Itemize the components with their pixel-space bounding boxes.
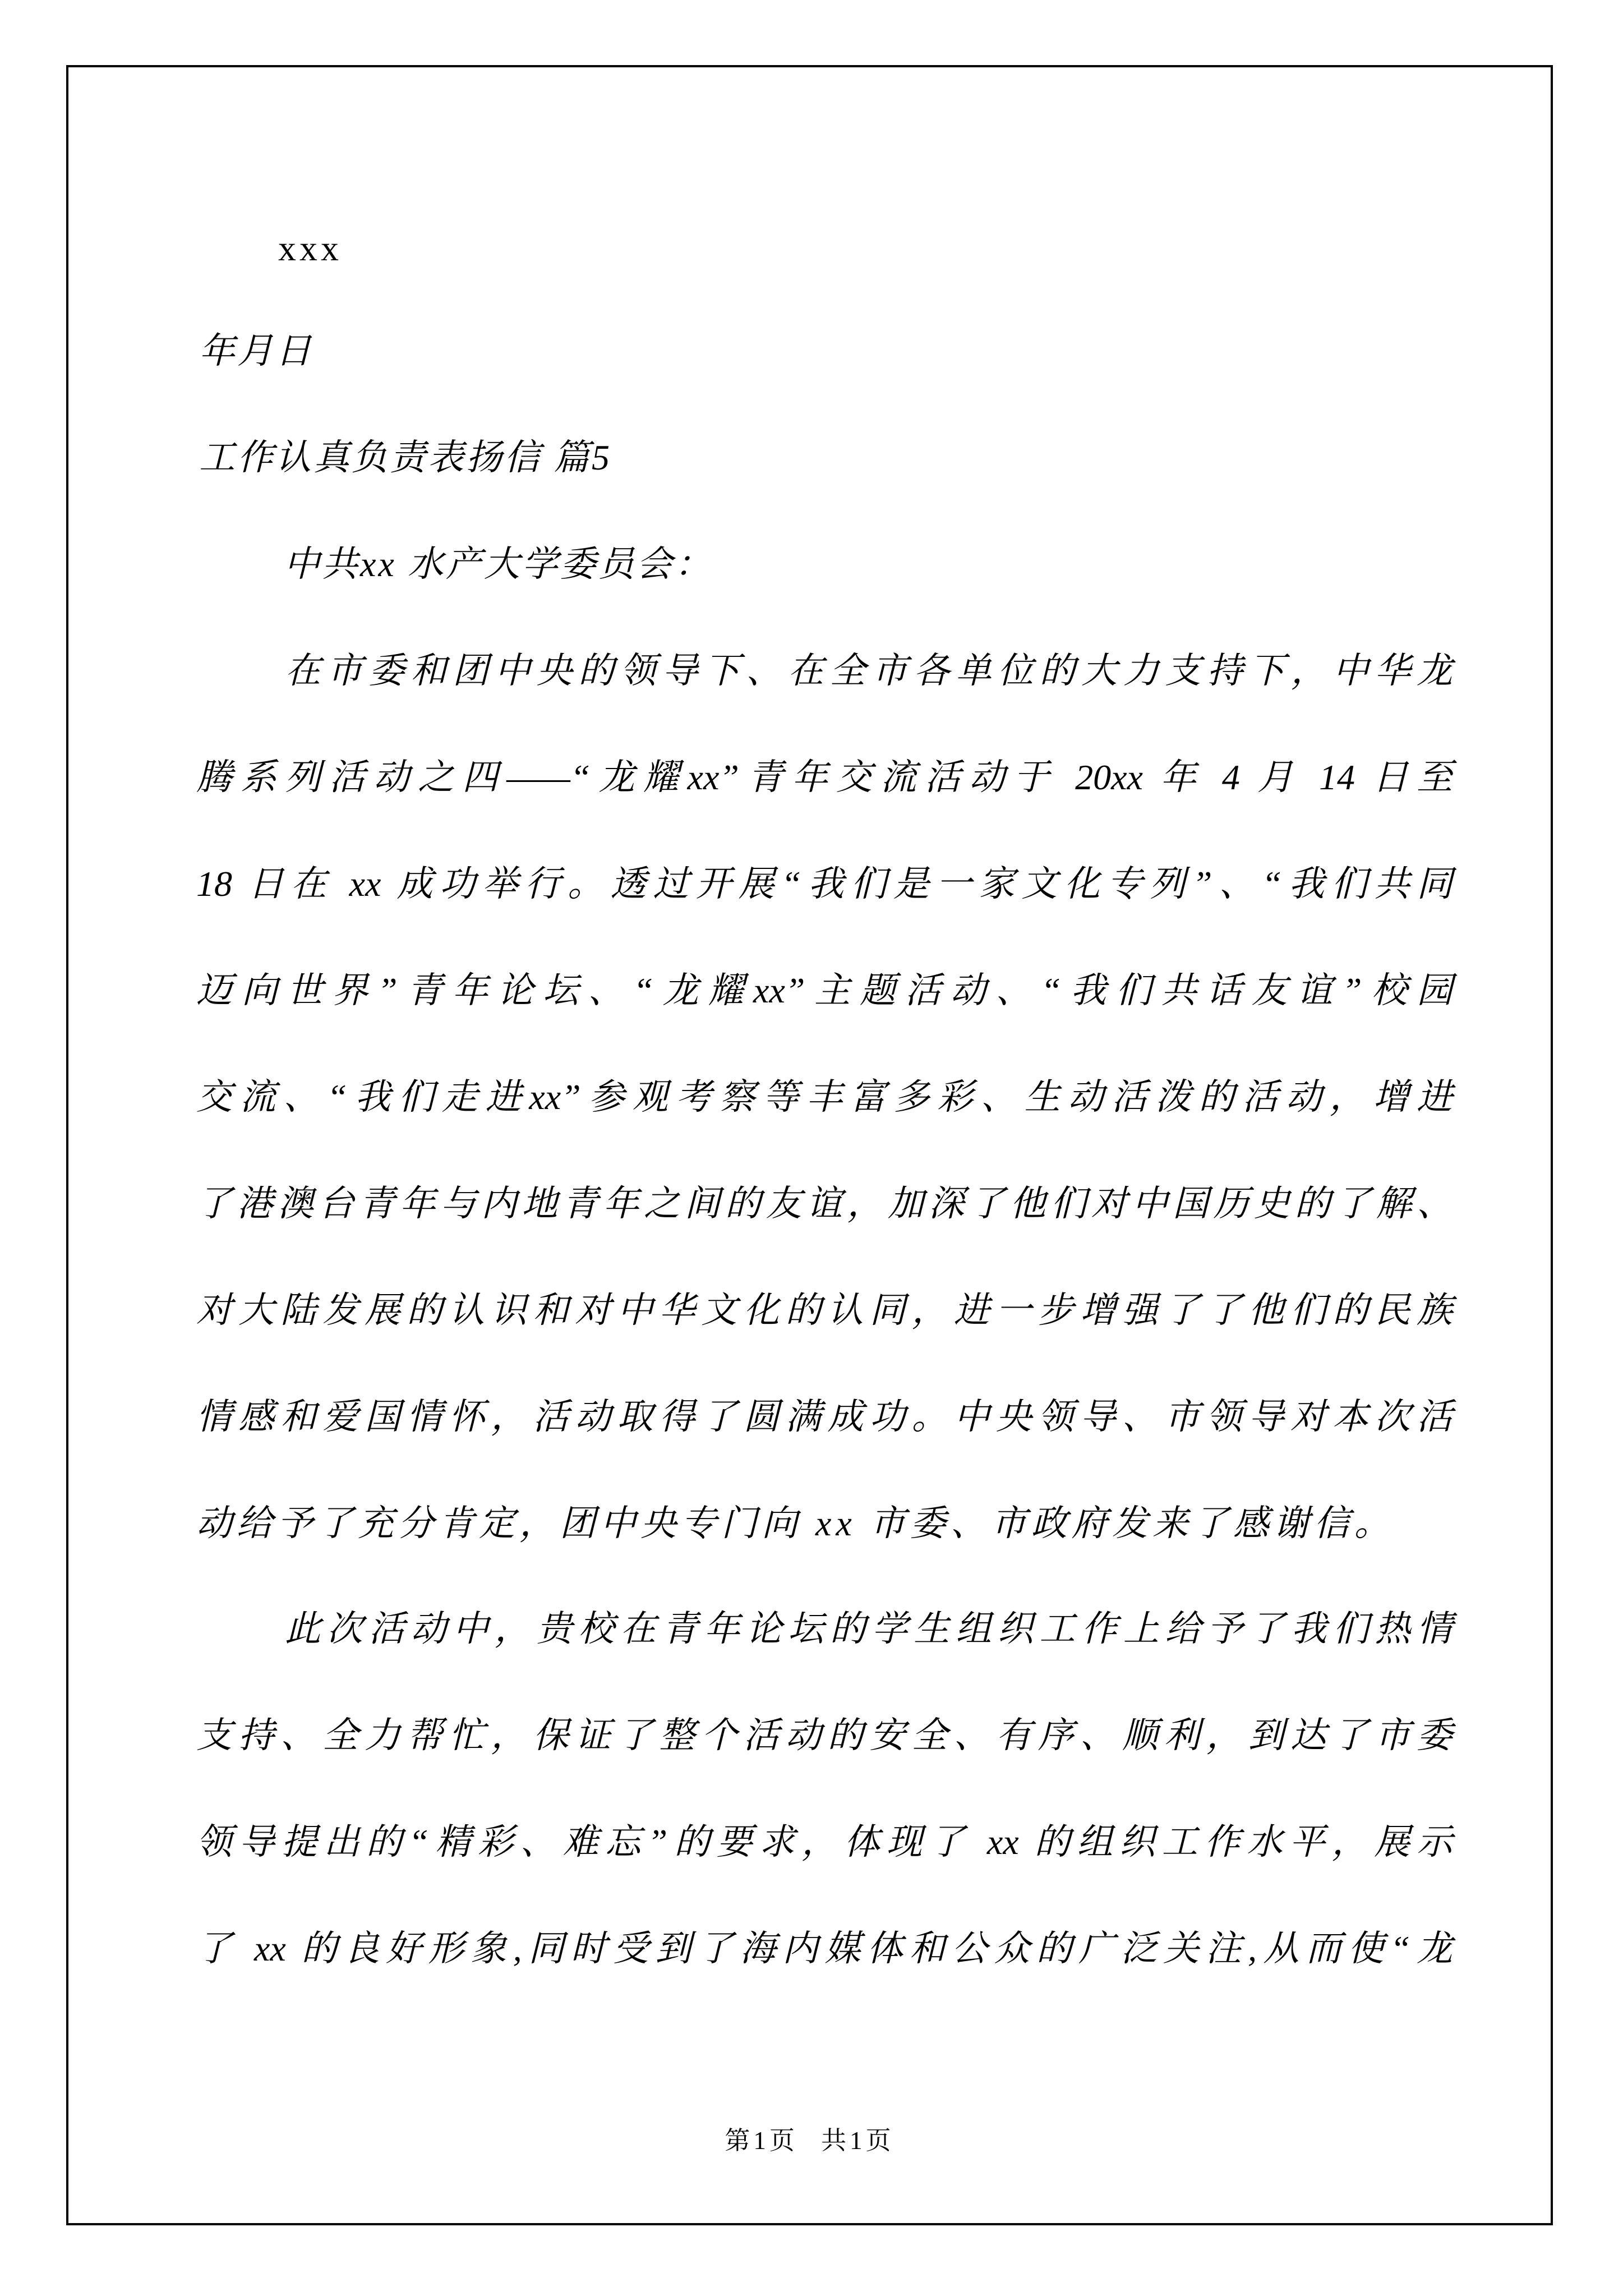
para2-line-3: 领导提出的“精彩、难忘”的要求，体现了 xx 的组织工作水平，展示 bbox=[196, 1822, 1453, 1862]
page-footer: 第1页 共1页 bbox=[725, 2127, 895, 2155]
para1-line-3: 18 日在 xx 成功举行。透过开展“我们是一家文化专列”、“我们共同 bbox=[196, 864, 1453, 904]
salutation-line: 中共xx 水产大学委员会： bbox=[284, 544, 713, 584]
para1-line-7: 对大陆发展的认识和对中华文化的认同，进一步增强了了他们的民族 bbox=[196, 1290, 1453, 1330]
para1-line-8: 情感和爱国情怀，活动取得了圆满成功。中央领导、市领导对本次活 bbox=[196, 1397, 1453, 1437]
para1-line-4: 迈向世界”青年论坛、“龙耀xx”主题活动、“我们共话友谊”校园 bbox=[196, 970, 1453, 1010]
para2-line-1: 此次活动中，贵校在青年论坛的学生组织工作上给予了我们热情 bbox=[285, 1609, 1453, 1649]
para1-line-1: 在市委和团中央的领导下、在全市各单位的大力支持下，中华龙 bbox=[285, 651, 1453, 691]
section-title: 工作认真负责表扬信 篇5 bbox=[199, 438, 612, 477]
para1-line-5: 交流、“我们走进xx”参观考察等丰富多彩、生动活泼的活动，增进 bbox=[196, 1077, 1453, 1117]
para1-line-2: 腾系列活动之四——“龙耀xx”青年交流活动于 20xx 年 4 月 14 日至 bbox=[196, 757, 1453, 797]
para1-line-6: 了港澳台青年与内地青年之间的友谊，加深了他们对中国历史的了解、 bbox=[196, 1184, 1453, 1223]
para2-line-4: 了 xx 的良好形象,同时受到了海内媒体和公众的广泛关注,从而使“龙 bbox=[196, 1929, 1453, 1968]
signature-placeholder: xxx bbox=[278, 228, 342, 268]
date-placeholder-line: 年月日 bbox=[199, 331, 313, 371]
page-border-frame bbox=[66, 65, 1553, 2225]
para1-line-9: 动给予了充分肯定，团中央专门向 xx 市委、市政府发来了感谢信。 bbox=[196, 1503, 1395, 1543]
para2-line-2: 支持、全力帮忙，保证了整个活动的安全、有序、顺利，到达了市委 bbox=[196, 1715, 1453, 1755]
